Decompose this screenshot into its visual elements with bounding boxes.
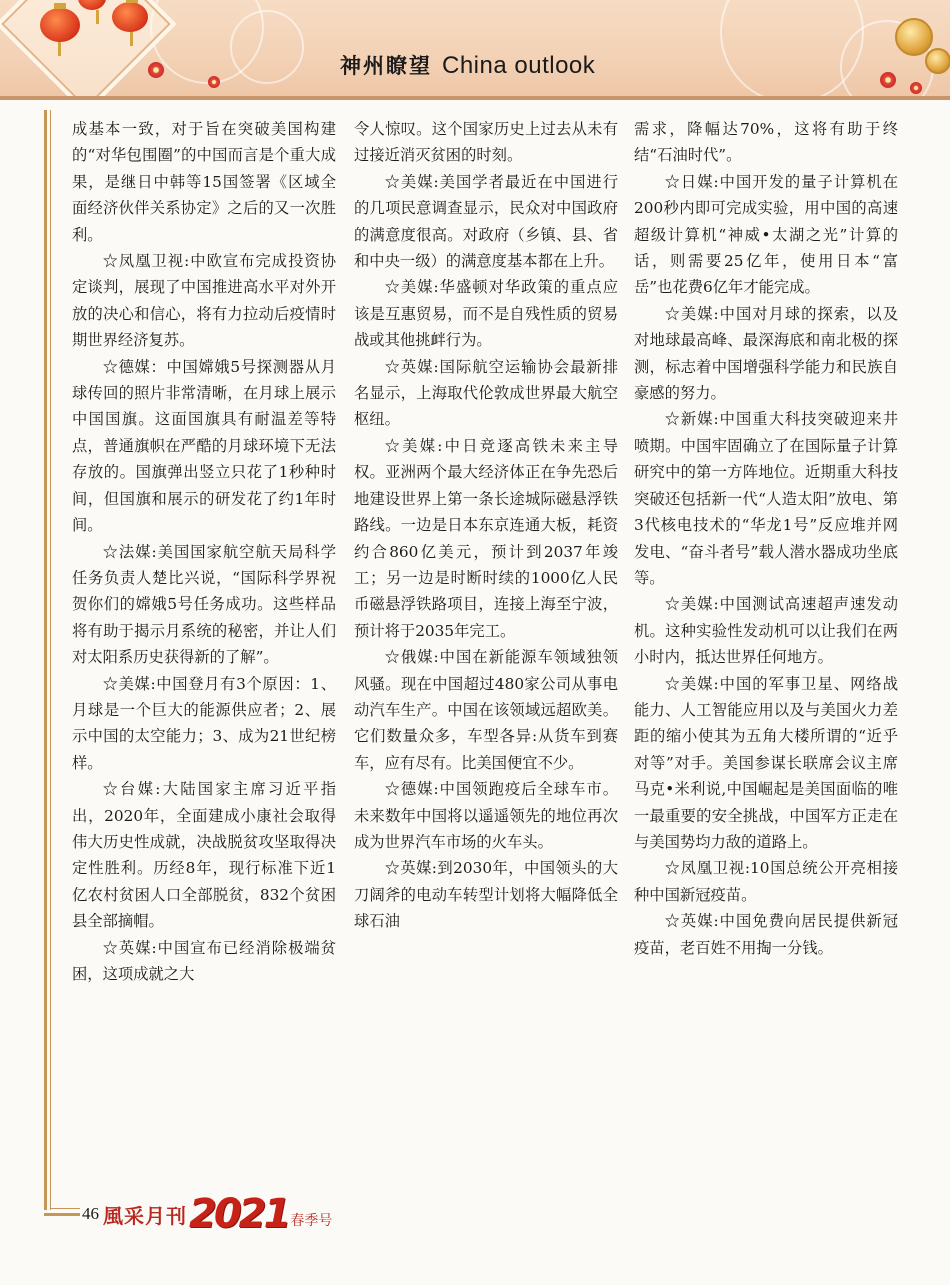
brand-chinese: 神州瞭望 xyxy=(340,54,432,78)
paragraph: ☆英媒:到2030年，中国领头的大刀阔斧的电动车转型计划将大幅降低全球石油 xyxy=(354,859,618,931)
lantern-icon xyxy=(40,8,80,42)
magazine-title: 風采月刊 xyxy=(103,1203,187,1228)
paragraph: ☆新媒:中国重大科技突破迎来井喷期。中国牢固确立了在国际量子计算研究中的第一方阵地位。近期重大科技突破还包括新一代“人造太阳”放电、第3代核电技术的“华龙1号”反应堆并网发电、“奋斗者号”载人潜水器成功坐底等。 xyxy=(634,410,898,587)
paragraph: ☆凤凰卫视:10国总统公开亮相接种中国新冠疫苗。 xyxy=(634,859,898,904)
paragraph: ☆台媒:大陆国家主席习近平指出，2020年，全面建成小康社会取得伟大历史性成就，决战脱贫攻坚取得决定性胜利。历经8年，现行标准下近1亿农村贫困人口全部脱贫，832个贫困县全部摘帽。 xyxy=(72,780,336,931)
paragraph: 令人惊叹。这个国家历史上过去从未有过接近消灭贫困的时刻。 xyxy=(354,120,618,165)
plum-blossom-icon xyxy=(880,72,896,88)
left-frame-line xyxy=(50,110,51,1210)
swirl-ornament xyxy=(230,10,304,84)
gold-coin-icon xyxy=(895,18,933,56)
paragraph: ☆英媒:中国免费向居民提供新冠疫苗，老百姓不用掏一分钱。 xyxy=(634,912,898,957)
header-divider xyxy=(0,96,950,100)
paragraph: ☆美媒:中国对月球的探索，以及对地球最高峰、最深海底和南北极的探测，标志着中国增强科学能力和民族自豪感的努力。 xyxy=(634,304,898,403)
gold-coin-icon xyxy=(925,48,950,74)
page-footer xyxy=(82,1192,332,1236)
paragraph: ☆俄媒:中国在新能源车领域独领风骚。现在中国超过480家公司从事电动汽车生产。中国在该领域远超欧美。它们数量众多，车型各异:从货车到赛车，应有尽有。比美国便宜不少。 xyxy=(354,648,618,772)
bottom-frame-line xyxy=(44,1213,80,1216)
paragraph: ☆德媒:中国领跑疫后全球车市。未来数年中国将以遥遥领先的地位再次成为世界汽车市场的火车头。 xyxy=(354,780,618,851)
paragraph: ☆美媒:中国登月有3个原因：1、月球是一个巨大的能源供应者；2、展示中国的太空能力；3、成为21世纪榜样。 xyxy=(72,674,336,772)
article-column-3 xyxy=(634,116,898,961)
paragraph: ☆英媒:中国宣布已经消除极端贫困，这项成就之大 xyxy=(72,938,336,983)
paragraph: ☆美媒:美国学者最近在中国进行的几项民意调查显示，民众对中国政府的满意度很高。对政府（乡镇、县、省和中央一级）的满意度基本都在上升。 xyxy=(354,172,618,271)
page-header xyxy=(0,0,950,100)
article-column-2 xyxy=(354,116,618,935)
diamond-ornament xyxy=(0,0,177,100)
paragraph: 需求，降幅达70%，这将有助于终结“石油时代”。 xyxy=(634,120,898,165)
paragraph: ☆德媒：中国嫦娥5号探测器从月球传回的照片非常清晰，在月球上展示中国国旗。这面国旗具有耐温差等特点，普通旗帜在严酷的月球环境下无法存放的。国旗弹出竖立只花了1秒种时间，但国旗和展示的研发花了约1年时间。 xyxy=(72,357,336,535)
page-number: 46 xyxy=(82,1204,99,1223)
article-column-1 xyxy=(72,116,336,987)
paragraph: ☆美媒:华盛顿对华政策的重点应该是互惠贸易，而不是自残性质的贸易战或其他挑衅行为。 xyxy=(354,278,618,350)
plum-blossom-icon xyxy=(148,62,164,78)
issue-year: 2021 xyxy=(189,1191,289,1237)
paragraph: ☆美媒:中国测试高速超声速发动机。这种实验性发动机可以让我们在两小时内，抵达世界任何地方。 xyxy=(634,595,898,667)
paragraph: 成基本一致，对于旨在突破美国构建的“对华包围圈”的中国而言是个重大成果，是继日中韩等15国签署《区域全面经济伙伴关系协定》之后的又一次胜利。 xyxy=(72,120,336,244)
paragraph: ☆英媒:国际航空运输协会最新排名显示，上海取代伦敦成世界最大航空枢纽。 xyxy=(354,357,618,429)
bottom-frame-line xyxy=(50,1208,80,1209)
plum-blossom-icon xyxy=(910,82,922,94)
lantern-icon xyxy=(112,2,148,32)
paragraph: ☆日媒:中国开发的量子计算机在200秒内即可完成实验，用中国的高速超级计算机“神威•太湖之光”计算的话，则需要25亿年，使用日本“富岳”也花费6亿年才能完成。 xyxy=(634,172,898,297)
paragraph: ☆美媒:中国的军事卫星、网络战能力、人工智能应用以及与美国火力差距的缩小使其为五角大楼所谓的“近乎对等”对手。美国参谋长联席会议主席马克•米利说,中国崛起是美国面临的唯一最重要的安全挑战，中国军方正走在与美国势均力敌的道路上。 xyxy=(634,674,898,851)
section-brand xyxy=(340,50,595,84)
brand-english: China outlook xyxy=(442,52,596,79)
paragraph: ☆美媒:中日竞逐高铁未来主导权。亚洲两个最大经济体正在争先恐后地建设世界上第一条长途城际磁悬浮铁路线。一边是日本东京连通大板，耗资约合860亿美元，预计到2037年竣工；另一边是时断时续的1000亿人民币磁悬浮铁路项目，连接上海至宁波，预计将于2035年完工。 xyxy=(354,436,618,640)
paragraph: ☆凤凰卫视:中欧宣布完成投资协定谈判，展现了中国推进高水平对外开放的决心和信心，将有力拉动后疫情时期世界经济复苏。 xyxy=(72,252,336,350)
issue-season: 春季号 xyxy=(290,1213,333,1229)
left-frame-line xyxy=(44,110,47,1210)
plum-blossom-icon xyxy=(208,76,220,88)
paragraph: ☆法媒:美国国家航空航天局科学任务负责人楚比兴说，“国际科学界祝贺你们的嫦娥5号任务成功。这些样品将有助于揭示月系统的秘密，并让人们对太阳系历史获得新的了解”。 xyxy=(72,542,336,667)
